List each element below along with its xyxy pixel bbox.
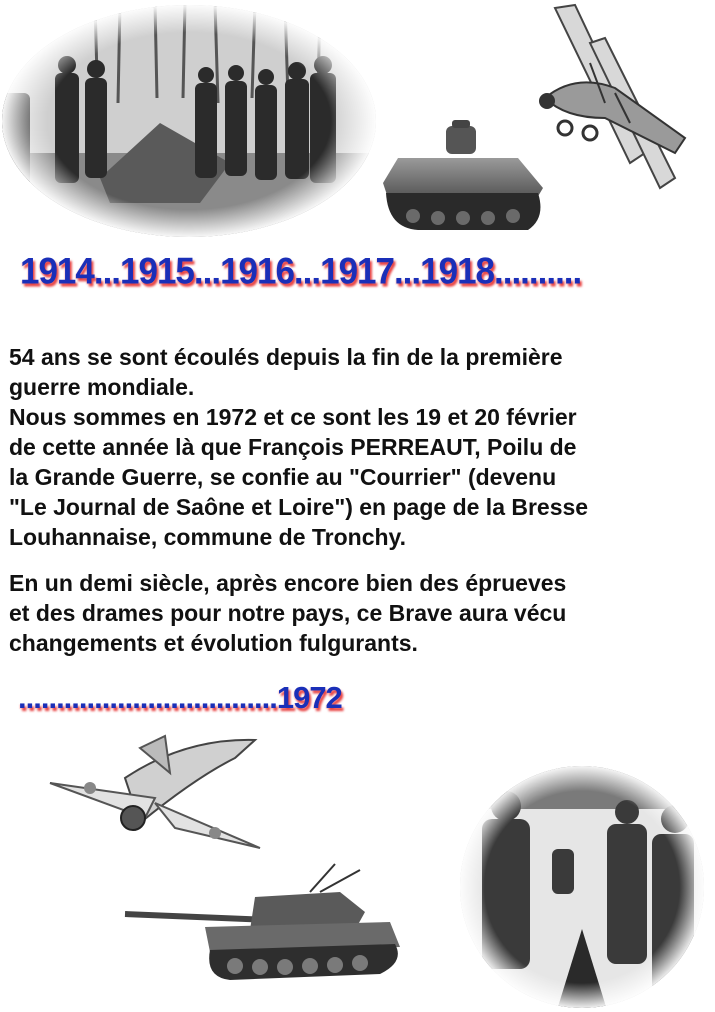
paragraph-line: guerre mondiale. xyxy=(9,374,195,400)
closing-paragraph xyxy=(9,568,709,658)
paragraph-line: 54 ans se sont écoulés depuis la fin de la première xyxy=(9,344,563,370)
paragraph-line: changements et évolution fulgurants. xyxy=(9,630,418,656)
paragraph-line: "Le Journal de Saône et Loire") en page de la Bresse xyxy=(9,494,589,520)
paragraph-line: Louhannaise, commune de Tronchy. xyxy=(9,524,407,550)
infantry-patrol-photo xyxy=(457,764,707,1010)
renault-ft-tank-photo xyxy=(378,118,548,243)
paragraph-line: et des drames pour notre pays, ce Brave aura vécu xyxy=(9,600,567,626)
paragraph-line: la Grande Guerre, se confie au "Courrier" (devenu xyxy=(9,464,557,490)
paragraph-line: En un demi siècle, après encore bien des éprueves xyxy=(9,570,567,596)
intro-paragraph xyxy=(9,342,709,552)
soldiers-group-photo xyxy=(0,3,378,239)
headline-year-1972: ..................................1972 xyxy=(18,680,342,715)
headline-years-1914-1918: 1914...1915...1916...1917...1918.......... xyxy=(20,251,582,292)
biplane-photo xyxy=(535,3,695,198)
paragraph-line: Nous sommes en 1972 et ce sont les 19 et 20 février xyxy=(9,404,577,430)
paragraph-line: de cette année là que François PERREAUT, Poilu de xyxy=(9,434,577,460)
amx-tank-photo xyxy=(120,862,400,987)
delta-jet-photo xyxy=(45,728,260,853)
